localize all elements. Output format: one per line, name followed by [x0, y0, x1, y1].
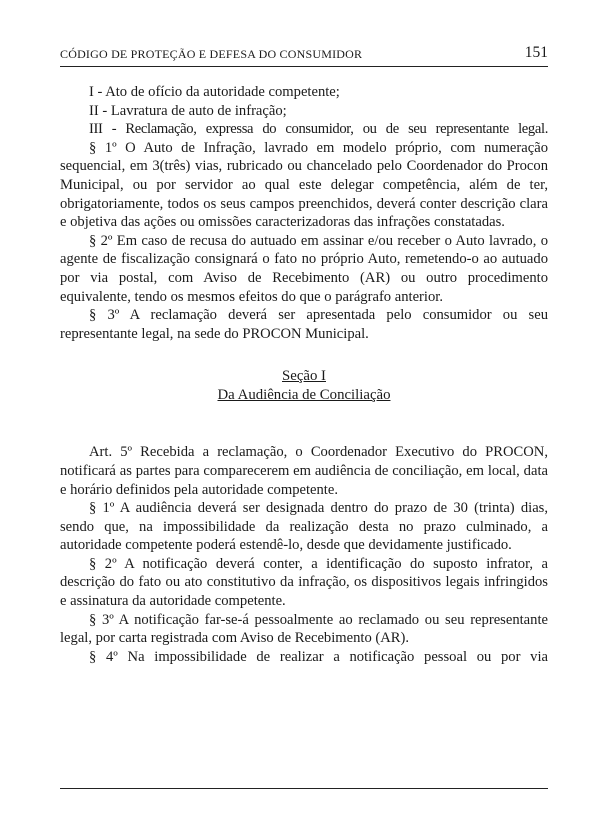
article-5-paragraph-1: § 1º A audiência deverá ser designada dentro do prazo de 30 (trinta) dias, sendo que, na impossibilidade da realização desta no prazo culminado, a autoridade competente poderá estendê-lo, desde que devidamente justificado. [60, 500, 548, 554]
paragraph-1: § 1º O Auto de Infração, lavrado em modelo próprio, com numeração sequencial, em 3(três) vias, rubricado ou chancelado pelo Coordenador do Procon Municipal, ou por servidor ao qual este delegar competência, além de ter, obrigatoriamente, todos os seus campos preenchidos, deverá conter descrição clara e objetiva das ações ou omissões caracterizadoras das infrações constatadas. [60, 139, 548, 231]
item-iii: III - Reclamação, expressa do consumidor, ou de seu representante legal. [89, 121, 548, 138]
article-5-paragraph-3: § 3º A notificação far-se-á pessoalmente ao reclamado ou seu representante legal, por carta registrada com Aviso de Recebimento (AR). [60, 611, 548, 647]
section-name: Da Audiência de Conciliação [217, 387, 391, 404]
running-title: CÓDIGO DE PROTEÇÃO E DEFESA DO CONSUMIDOR [60, 47, 363, 61]
document-body [60, 83, 548, 666]
article-5: Art. 5º Recebida a reclamação, o Coordenador Executivo do PROCON, notificará as partes para comparecerem em audiência de conciliação, em local, data e horário definidos pela autoridade competente. [60, 444, 548, 498]
page-number: 151 [524, 44, 548, 61]
article-5-paragraph-4: § 4º Na impossibilidade de realizar a notificação pessoal ou por via [89, 648, 548, 665]
paragraph-2: § 2º Em caso de recusa do autuado em assinar e/ou receber o Auto lavrado, o agente de fiscalização consignará o fato no próprio Auto, remetendo-o ao autuado por via postal, com Aviso de Recebimento (AR) ou outro procedimento equivalente, tendo os mesmos efeitos do que o parágrafo anterior. [60, 232, 548, 305]
section-heading [60, 367, 548, 405]
item-i: I - Ato de ofício da autoridade competente; [89, 84, 340, 100]
page-header [60, 44, 548, 67]
item-ii: II - Lavratura de auto de infração; [89, 102, 287, 119]
section-label: Seção I [282, 368, 326, 385]
article-5-paragraph-2: § 2º A notificação deverá conter, a identificação do suposto infrator, a descrição do fato ou ato constitutivo da infração, os dispositivos legais infringidos e assinatura da autoridade competente. [60, 555, 548, 610]
paragraph-3: § 3º A reclamação deverá ser apresentada pelo consumidor ou seu representante legal, na sede do PROCON Municipal. [60, 307, 548, 342]
footer-rule [60, 788, 548, 789]
spacer [60, 405, 548, 443]
